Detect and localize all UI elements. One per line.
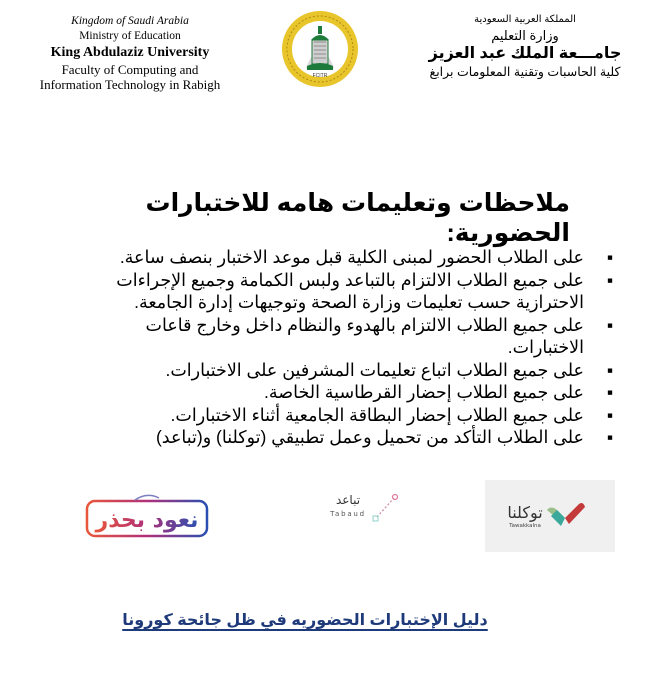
university-name-en: King Abdulaziz University <box>50 45 210 60</box>
tawakkalna-latin-text: Tawakkalna <box>509 523 541 529</box>
tabaud-latin-text: Tabaud <box>330 510 366 518</box>
faculty-line2-en: Information Technology in Rabigh <box>39 77 221 92</box>
note-text: على جميع الطلاب إحضار القرطاسية الخاصة. <box>264 382 584 402</box>
tabaud-logo-icon <box>322 488 402 532</box>
page-title: ملاحظات وتعليمات هامه للاختبارات الحضورية: <box>145 189 570 247</box>
faculty-line1-en: Faculty of Computing and <box>61 62 199 77</box>
list-item <box>88 269 620 314</box>
bullet-icon: ▪ <box>606 247 614 267</box>
note-text: على جميع الطلاب الالتزام بالتباعد ولبس الكمامة وجميع الإجراءات الاحترازية حسب تعليمات وزارة الصحة وتوجيهات إدارة الجامعة. <box>116 269 584 312</box>
list-item <box>88 404 620 427</box>
guide-link[interactable]: دليل الإختبارات الحضوريه في ظل جائحة كورونا <box>122 612 488 629</box>
tawakkalna-logo-icon <box>485 480 615 552</box>
ministry-label-en: Ministry of Education <box>79 30 181 42</box>
bullet-icon: ▪ <box>606 404 614 425</box>
note-text: على الطلاب الحضور لمبنى الكلية قبل موعد الاختبار بنصف ساعة. <box>119 247 584 267</box>
kingdom-label-ar: المملكة العربية السعودية <box>474 14 576 25</box>
list-item <box>88 426 620 449</box>
university-seal-icon <box>281 10 359 88</box>
bullet-icon: ▪ <box>606 382 614 402</box>
arabic-header <box>420 12 630 80</box>
list-item <box>88 246 620 269</box>
list-item <box>88 314 620 359</box>
list-item <box>88 381 620 404</box>
bullet-icon: ▪ <box>606 359 614 380</box>
naood-logo-text: نعود بحذر <box>95 508 199 533</box>
tawakkalna-arabic-text: توكلنا <box>507 503 543 522</box>
notes-list <box>88 246 620 449</box>
seal-label: FCITR <box>312 73 328 79</box>
tabaud-arabic-text: تباعد <box>335 493 361 507</box>
list-item <box>88 359 620 382</box>
bullet-icon: ▪ <box>606 269 614 290</box>
note-text: على جميع الطلاب الالتزام بالهدوء والنظام داخل وخارج قاعات الاختبارات. <box>145 314 584 357</box>
note-text: على جميع الطلاب إحضار البطاقة الجامعية أثناء الاختبارات. <box>170 404 584 425</box>
ministry-label-ar: وزارة التعليم <box>491 28 559 43</box>
note-text: على جميع الطلاب اتباع تعليمات المشرفين على الاختبارات. <box>165 359 584 380</box>
faculty-label-ar: كلية الحاسبات وتقنية المعلومات برابغ <box>429 65 621 79</box>
naood-bihadhar-logo-icon <box>85 492 209 538</box>
english-header <box>30 14 230 92</box>
note-text: على الطلاب التأكد من تحميل وعمل تطبيقي (توكلنا) و(تباعد) <box>155 427 584 447</box>
bullet-icon: ▪ <box>606 314 614 335</box>
kingdom-label-en: Kingdom of Saudi Arabia <box>71 15 189 27</box>
bullet-icon: ▪ <box>606 427 614 447</box>
university-name-ar: جامـــعة الملك عبد العزيز <box>428 45 622 62</box>
